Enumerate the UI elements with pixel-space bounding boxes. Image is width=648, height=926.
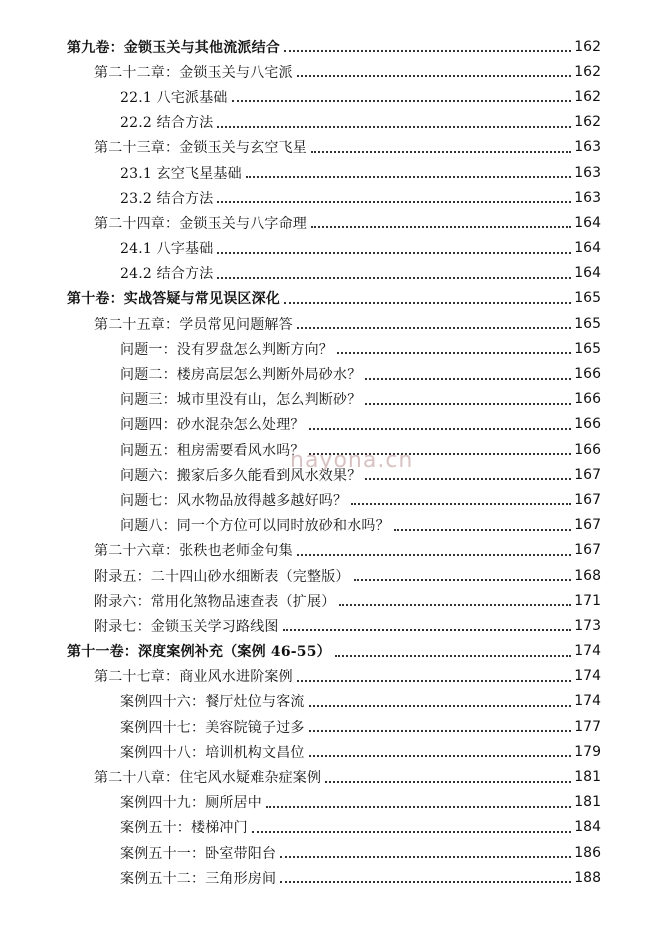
dot-leader: [232, 99, 572, 102]
toc-entry-title: 案例四十九：厕所居中: [120, 795, 262, 812]
toc-entry-title: 24.1 八字基础: [120, 241, 214, 258]
dot-leader: [297, 679, 571, 682]
toc-entry-title: 问题五：租房需要看风水吗？: [120, 442, 305, 459]
toc-section-entry[interactable]: [0, 412, 648, 437]
dot-leader: [337, 351, 571, 354]
toc-chapter-entry[interactable]: [0, 210, 648, 235]
toc-entry-title: 问题六：搬家后多久能看到风水效果？: [120, 467, 362, 484]
dot-leader: [217, 200, 571, 203]
toc-volume-entry[interactable]: [0, 34, 648, 59]
dot-leader: [309, 704, 572, 707]
dot-leader: [280, 855, 571, 858]
toc-section-entry[interactable]: [0, 865, 648, 890]
toc-entry-title: 22.1 八宅派基础: [120, 89, 228, 106]
toc-entry-title: 第二十三章：金锁玉关与玄空飞星: [94, 140, 307, 157]
toc-entry-page-number: 188: [574, 869, 601, 886]
toc-entry-page-number: 166: [574, 366, 601, 383]
toc-section-entry[interactable]: [0, 790, 648, 815]
dot-leader: [252, 830, 571, 833]
table-of-contents: [0, 34, 648, 890]
toc-entry-title: 第二十八章：住宅风水疑难杂症案例: [94, 770, 322, 787]
toc-entry-title: 案例五十：楼梯冲门: [120, 820, 248, 837]
toc-chapter-entry[interactable]: [0, 613, 648, 638]
toc-volume-entry[interactable]: [0, 286, 648, 311]
toc-chapter-entry[interactable]: [0, 59, 648, 84]
toc-entry-page-number: 174: [574, 693, 601, 710]
dot-leader: [297, 326, 571, 329]
toc-chapter-entry[interactable]: [0, 588, 648, 613]
dot-leader: [297, 74, 571, 77]
dot-leader: [309, 427, 572, 430]
dot-leader: [311, 150, 571, 153]
toc-entry-page-number: 162: [574, 38, 601, 55]
dot-leader: [309, 452, 572, 455]
toc-entry-title: 第二十四章：金锁玉关与八字命理: [94, 215, 307, 232]
toc-section-entry[interactable]: [0, 437, 648, 462]
toc-entry-page-number: 166: [574, 391, 601, 408]
dot-leader: [280, 880, 571, 883]
toc-section-entry[interactable]: [0, 160, 648, 185]
toc-chapter-entry[interactable]: [0, 311, 648, 336]
toc-entry-title: 第十一卷：深度案例补充（案例 46-55）: [67, 644, 331, 661]
toc-entry-page-number: 177: [574, 718, 601, 735]
toc-entry-title: 问题八：同一个方位可以同时放砂和水吗？: [120, 518, 390, 535]
dot-leader: [283, 628, 572, 631]
toc-entry-title: 第二十二章：金锁玉关与八宅派: [94, 64, 293, 81]
toc-section-entry[interactable]: [0, 236, 648, 261]
dot-leader: [217, 125, 571, 128]
toc-entry-page-number: 179: [574, 743, 601, 760]
toc-entry-title: 案例四十六：餐厅灶位与客流: [120, 694, 305, 711]
toc-chapter-entry[interactable]: [0, 664, 648, 689]
dot-leader: [311, 225, 571, 228]
toc-entry-title: 第十卷：实战答疑与常见误区深化: [67, 291, 280, 308]
toc-section-entry[interactable]: [0, 387, 648, 412]
toc-section-entry[interactable]: [0, 815, 648, 840]
toc-chapter-entry[interactable]: [0, 538, 648, 563]
toc-entry-page-number: 165: [574, 340, 601, 357]
dot-leader: [351, 502, 571, 505]
dot-leader: [297, 553, 571, 556]
dot-leader: [339, 603, 571, 606]
dot-leader: [309, 729, 572, 732]
toc-entry-page-number: 163: [574, 139, 601, 156]
watermark: nayona.cn: [290, 448, 414, 473]
toc-entry-page-number: 186: [574, 844, 601, 861]
toc-entry-title: 问题二：楼房高层怎么判断外局砂水？: [120, 367, 362, 384]
toc-entry-title: 第二十六章：张秩也老师金句集: [94, 543, 293, 560]
toc-entry-page-number: 166: [574, 441, 601, 458]
dot-leader: [325, 780, 571, 783]
toc-entry-page-number: 174: [574, 643, 601, 660]
toc-entry-page-number: 162: [574, 114, 601, 131]
toc-entry-page-number: 164: [574, 265, 601, 282]
toc-entry-page-number: 168: [574, 567, 601, 584]
dot-leader: [394, 528, 571, 531]
toc-entry-title: 第二十五章：学员常见问题解答: [94, 316, 293, 333]
dot-leader: [365, 377, 571, 380]
toc-entry-title: 案例五十二：三角形房间: [120, 870, 277, 887]
toc-chapter-entry[interactable]: [0, 764, 648, 789]
toc-section-entry[interactable]: [0, 110, 648, 135]
dot-leader: [309, 754, 572, 757]
toc-entry-title: 案例四十七：美容院镜子过多: [120, 719, 305, 736]
dot-leader: [217, 276, 571, 279]
dot-leader: [217, 251, 571, 254]
toc-entry-page-number: 164: [574, 214, 601, 231]
dot-leader: [266, 805, 571, 808]
toc-entry-page-number: 165: [574, 315, 601, 332]
dot-leader: [365, 477, 571, 480]
toc-entry-title: 附录六：常用化煞物品速查表（扩展）: [94, 593, 336, 610]
toc-entry-page-number: 165: [574, 290, 601, 307]
toc-entry-title: 24.2 结合方法: [120, 266, 214, 283]
dot-leader: [284, 301, 571, 304]
toc-entry-page-number: 162: [574, 63, 601, 80]
toc-section-entry[interactable]: [0, 261, 648, 286]
toc-entry-title: 问题三：城市里没有山，怎么判断砂？: [120, 392, 362, 409]
toc-chapter-entry[interactable]: [0, 135, 648, 160]
toc-entry-page-number: 162: [574, 88, 601, 105]
dot-leader: [354, 578, 572, 581]
toc-section-entry[interactable]: [0, 513, 648, 538]
toc-section-entry[interactable]: [0, 84, 648, 109]
toc-entry-page-number: 167: [574, 491, 601, 508]
dot-leader: [246, 175, 571, 178]
toc-entry-title: 附录七：金锁玉关学习路线图: [94, 618, 279, 635]
toc-entry-page-number: 167: [574, 542, 601, 559]
dot-leader: [365, 402, 571, 405]
toc-entry-title: 第二十七章：商业风水进阶案例: [94, 669, 293, 686]
toc-chapter-entry[interactable]: [0, 563, 648, 588]
toc-entry-page-number: 174: [574, 668, 601, 685]
toc-section-entry[interactable]: [0, 739, 648, 764]
toc-section-entry[interactable]: [0, 336, 648, 361]
toc-entry-page-number: 163: [574, 164, 601, 181]
toc-section-entry[interactable]: [0, 462, 648, 487]
toc-entry-page-number: 167: [574, 466, 601, 483]
dot-leader: [284, 49, 571, 52]
dot-leader: [335, 654, 571, 657]
toc-entry-page-number: 173: [574, 617, 601, 634]
toc-entry-title: 22.2 结合方法: [120, 115, 214, 132]
toc-entry-title: 案例四十八：培训机构文昌位: [120, 744, 305, 761]
toc-entry-page-number: 181: [574, 794, 601, 811]
toc-section-entry[interactable]: [0, 185, 648, 210]
toc-entry-title: 23.1 玄空飞星基础: [120, 165, 242, 182]
toc-entry-title: 第九卷：金锁玉关与其他流派结合: [67, 39, 280, 56]
toc-entry-page-number: 164: [574, 240, 601, 257]
toc-entry-page-number: 163: [574, 189, 601, 206]
toc-entry-page-number: 171: [574, 592, 601, 609]
toc-entry-title: 案例五十一：卧室带阳台: [120, 845, 277, 862]
toc-entry-page-number: 184: [574, 819, 601, 836]
toc-volume-entry[interactable]: [0, 639, 648, 664]
toc-entry-title: 23.2 结合方法: [120, 190, 214, 207]
toc-entry-title: 问题七：风水物品放得越多越好吗？: [120, 492, 348, 509]
toc-section-entry[interactable]: [0, 487, 648, 512]
toc-entry-page-number: 166: [574, 416, 601, 433]
toc-section-entry[interactable]: [0, 714, 648, 739]
toc-section-entry[interactable]: [0, 689, 648, 714]
toc-section-entry[interactable]: [0, 840, 648, 865]
toc-entry-page-number: 167: [574, 517, 601, 534]
toc-entry-page-number: 181: [574, 769, 601, 786]
toc-entry-title: 附录五：二十四山砂水细断表（完整版）: [94, 568, 350, 585]
toc-section-entry[interactable]: [0, 361, 648, 386]
toc-entry-title: 问题一：没有罗盘怎么判断方向？: [120, 341, 333, 358]
toc-entry-title: 问题四：砂水混杂怎么处理？: [120, 417, 305, 434]
